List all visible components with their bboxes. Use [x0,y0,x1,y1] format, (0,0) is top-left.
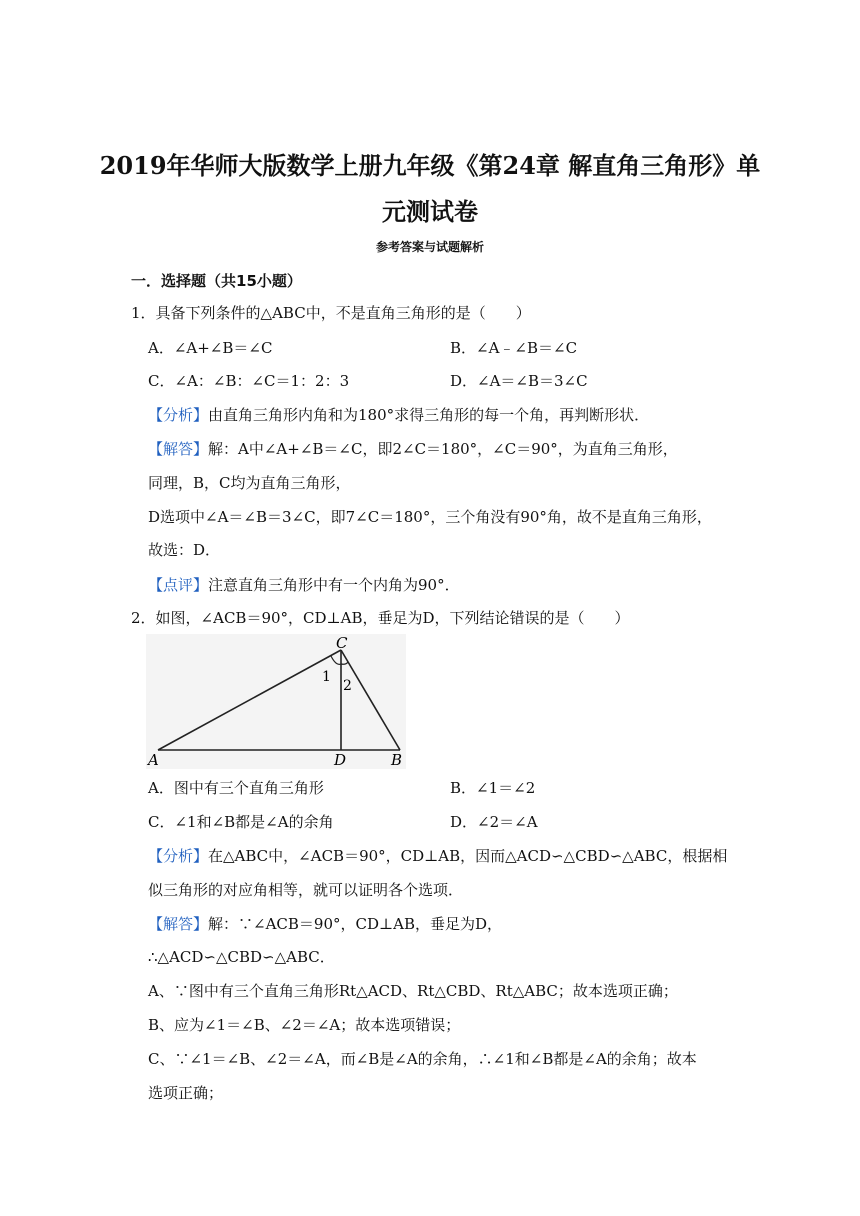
q1-option-a: A．∠A+∠B＝∠C [148,339,273,357]
q2-option-c: C．∠1和∠B都是∠A的余角 [148,813,334,831]
q1-solution-line1 [148,439,678,459]
q1-comment [148,575,460,595]
q2-solution-text1: 解：∵∠ACB＝90°，CD⊥AB，垂足为D， [208,915,502,933]
q1-option-c: C．∠A：∠B：∠C＝1：2：3 [148,372,350,390]
q1-solution-text1: 解：A中∠A+∠B＝∠C，即2∠C＝180°，∠C＝90°，为直角三角形， [208,440,678,458]
q2-solution-tag: 【解答】 [148,915,209,933]
label-a: A [148,751,159,769]
section-heading: 一．选择题（共15小题） [131,272,302,290]
q1-solution-line3: D选项中∠A＝∠B＝3∠C，即7∠C＝180°，三个角没有90°角，故不是直角三角形， [148,508,712,526]
q2-option-d: D．∠2＝∠A [450,813,538,831]
q2-triangle-figure [146,634,406,769]
q2-stem: 2．如图，∠ACB＝90°，CD⊥AB，垂足为D，下列结论错误的是（ ） [131,609,630,627]
q1-solution-line2: 同理，B，C均为直角三角形， [148,474,351,492]
q2-solution-line5: C、∵∠1＝∠B、∠2＝∠A，而∠B是∠A的余角，∴∠1和∠B都是∠A的余角；故本 [148,1050,697,1068]
q1-analysis [148,405,649,425]
q1-comment-tag: 【点评】 [148,576,209,594]
document-title-line2: 元测试卷 [382,197,478,226]
q2-analysis-text1: 在△ABC中，∠ACB＝90°，CD⊥AB，因而△ACD∽△CBD∽△ABC，根据相 [208,847,728,865]
q2-solution-line6: 选项正确； [148,1084,224,1102]
q2-solution-line3: A、∵图中有三个直角三角形Rt△ACD、Rt△CBD、Rt△ABC；故本选项正确； [148,982,678,1000]
document-subtitle: 参考答案与试题解析 [375,240,484,254]
document-title-line1: 2019年华师大版数学上册九年级《第24章 解直角三角形》单 [99,151,761,180]
q1-analysis-text: 由直角三角形内角和为180°求得三角形的每一个角，再判断形状． [208,406,650,424]
q2-analysis-line2: 似三角形的对应角相等，就可以证明各个选项． [148,881,464,899]
q2-analysis-tag: 【分析】 [148,847,209,865]
q2-analysis-line1 [148,846,727,866]
q1-solution-tag: 【解答】 [148,440,209,458]
q1-stem: 1．具备下列条件的△ABC中，不是直角三角形的是（ ） [131,304,531,322]
q2-solution-line2: ∴△ACD∽△CBD∽△ABC． [148,948,335,966]
q1-option-b: B．∠A﹣∠B＝∠C [450,339,578,357]
q2-solution-line4: B、应为∠1＝∠B、∠2＝∠A；故本选项错误； [148,1016,461,1034]
figure-background [146,634,406,769]
label-c: C [336,634,348,652]
q1-solution-line4: 故选：D． [148,541,221,559]
label-b: B [391,751,403,769]
q2-solution-line1 [148,914,502,934]
q2-option-a: A．图中有三个直角三角形 [148,779,324,797]
q1-comment-text: 注意直角三角形中有一个内角为90°． [208,576,460,594]
label-angle-2: 2 [343,678,352,694]
q1-option-d: D．∠A＝∠B＝3∠C [450,372,588,390]
q1-analysis-tag: 【分析】 [148,406,209,424]
label-d: D [334,751,347,769]
label-angle-1: 1 [322,669,331,685]
q2-option-b: B．∠1＝∠2 [450,779,536,797]
